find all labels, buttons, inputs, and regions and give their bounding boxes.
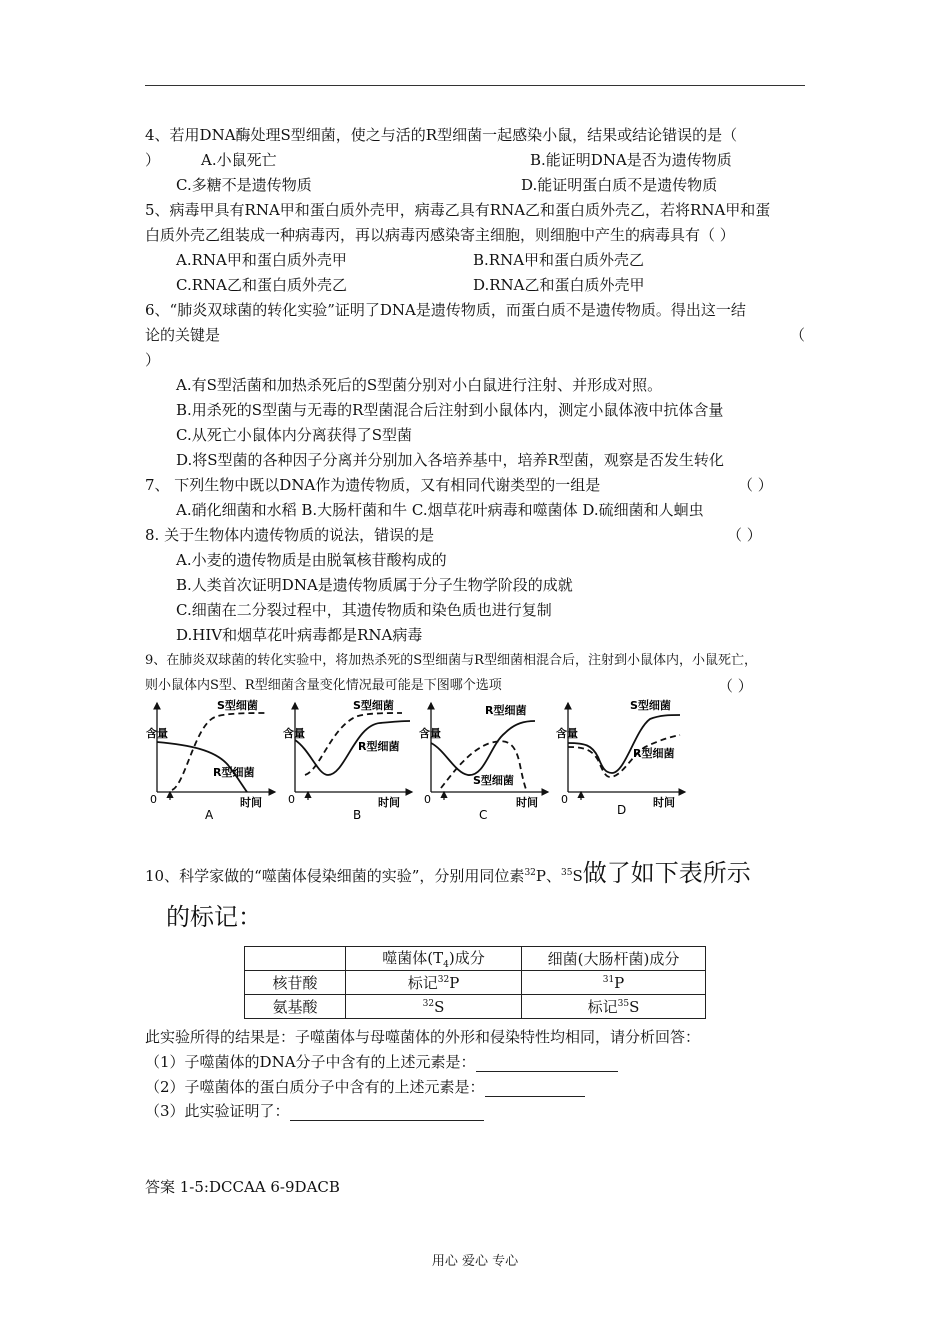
graph-a-r-label: R型细菌 — [213, 766, 255, 779]
q10-stem-text: 10、科学家做的“噬菌体侵染细菌的实验”，分别用同位素 — [145, 867, 525, 885]
cell-mass: 32 — [422, 998, 435, 1009]
q5-option-c: C.RNA乙和蛋白质外壳乙 — [176, 276, 347, 294]
q10-result: 此实验所得的结果是：子噬菌体与母噬菌体的外形和侵染特性均相同，请分析回答： — [145, 1028, 701, 1046]
q10-stem-big: 做了如下表所示 — [582, 859, 751, 887]
q6-option-d: D.将S型菌的各种因子分离并分别加入各培养基中，培养R型菌，观察是否发生转化 — [176, 451, 724, 469]
q6-stem-line2: 论的关键是 — [145, 326, 221, 344]
table-cell-phage-nucleotide — [346, 971, 522, 995]
cell-element: P — [614, 973, 625, 992]
q10-sub2 — [145, 1077, 585, 1097]
q10-sub3-text: （3）此实验证明了： — [145, 1102, 290, 1120]
graph-c-x-label: 时间 — [516, 796, 538, 809]
q6-stem-line1: 6、“肺炎双球菌的转化实验”证明了DNA是遗传物质，而蛋白质不是遗传物质。得出这一结 — [145, 301, 746, 319]
q5-stem-line1: 5、病毒甲具有RNA甲和蛋白质外壳甲，病毒乙具有RNA乙和蛋白质外壳乙，若将RNA甲和蛋 — [145, 201, 771, 219]
q6-option-b: B.用杀死的S型菌与无毒的R型菌混合后注射到小鼠体内，测定小鼠体液中抗体含量 — [176, 401, 724, 419]
q9-stem-line2: 则小鼠体内S型、R型细菌含量变化情况最可能是下图哪个选项 — [145, 678, 502, 693]
q5-option-d: D.RNA乙和蛋白质外壳甲 — [473, 276, 645, 294]
graph-b-r-label: R型细菌 — [358, 740, 400, 753]
graph-d-origin: 0 — [561, 793, 568, 806]
graph-c-origin: 0 — [424, 793, 431, 806]
graph-a-origin: 0 — [150, 793, 157, 806]
q9-graphs — [140, 695, 720, 825]
q8-option-a: A.小麦的遗传物质是由脱氧核苷酸构成的 — [176, 551, 447, 569]
cell-element: S — [434, 997, 445, 1016]
cell-mark-text: 标记 — [587, 998, 618, 1016]
q9-paren: （ ） — [718, 677, 753, 695]
q10-sub3-blank[interactable] — [290, 1104, 484, 1121]
graph-c-r-label: R型细菌 — [485, 704, 527, 717]
q8-option-b: B.人类首次证明DNA是遗传物质属于分子生物学阶段的成就 — [176, 576, 573, 594]
q5-option-b: B.RNA甲和蛋白质外壳乙 — [473, 251, 645, 269]
table-row — [245, 971, 706, 995]
q8-option-c: C.细菌在二分裂过程中，其遗传物质和染色质也进行复制 — [176, 601, 552, 619]
graph-d-x-label: 时间 — [653, 796, 675, 809]
graph-c-letter: C — [479, 808, 488, 822]
graph-a-letter: A — [205, 808, 214, 822]
q10-sub3 — [145, 1101, 484, 1121]
cell-element: S — [629, 998, 640, 1016]
table-corner — [245, 947, 346, 971]
q5-option-a: A.RNA甲和蛋白质外壳甲 — [176, 251, 347, 269]
q4-option-d: D.能证明蛋白质不是遗传物质 — [521, 176, 718, 194]
q10-sub2-blank[interactable] — [485, 1080, 585, 1097]
q9-stem-line1: 9、在肺炎双球菌的转化实验中，将加热杀死的S型细菌与R型细菌相混合后，注射到小鼠体内，小鼠死亡， — [145, 653, 757, 668]
q4-option-b: B.能证明DNA是否为遗传物质 — [530, 151, 732, 169]
q10-stem-line2: 的标记： — [166, 903, 262, 931]
cell-mass: 31 — [602, 974, 615, 985]
table-row — [245, 995, 706, 1019]
q8-option-d: D.HIV和烟草花叶病毒都是RNA病毒 — [176, 626, 423, 644]
graph-c — [419, 703, 548, 822]
q10-iso1: P、 — [535, 867, 561, 885]
graph-a — [146, 698, 275, 822]
table-row — [245, 947, 706, 971]
graph-d — [556, 698, 685, 817]
q4-option-c: C.多糖不是遗传物质 — [176, 176, 312, 194]
table-cell-phage-amino-acid — [346, 995, 522, 1019]
table-header-phage-text: 噬菌体(T — [382, 949, 444, 967]
answer-key: 答案 1-5:DCCAA 6-9DACB — [145, 1178, 340, 1196]
table-cell-bacteria-amino-acid — [522, 995, 706, 1019]
cell-mark-text: 标记 — [407, 974, 438, 992]
table-header-phage-end: )成分 — [448, 949, 485, 967]
q6-option-c: C.从死亡小鼠体内分离获得了S型菌 — [176, 426, 412, 444]
table-header-phage — [346, 947, 522, 971]
graph-b — [283, 698, 412, 822]
graph-a-y-label: 含量 — [146, 727, 168, 740]
graph-c-y-label: 含量 — [419, 727, 441, 740]
cell-mass: 32 — [437, 975, 450, 985]
q8-stem: 8. 关于生物体内遗传物质的说法，错误的是 — [145, 526, 435, 544]
graph-d-y-label: 含量 — [556, 727, 578, 740]
q10-iso2: S — [572, 867, 583, 885]
graph-b-x-label: 时间 — [378, 796, 400, 809]
header-rule — [145, 85, 805, 86]
page-footer: 用心 爱心 专心 — [431, 1254, 519, 1269]
table-row-label-nucleotide: 核苷酸 — [245, 971, 346, 995]
q10-iso2-mass: 35 — [560, 868, 573, 878]
table-header-bacteria: 细菌(大肠杆菌)成分 — [522, 947, 706, 971]
table-header-phage-sub: 4 — [443, 960, 449, 970]
q6-paren-close: ） — [145, 351, 161, 369]
graph-d-r-label: R型细菌 — [633, 747, 675, 760]
q7-paren: （ ） — [738, 476, 773, 494]
graph-a-x-label: 时间 — [240, 796, 262, 809]
graph-a-s-label: S型细菌 — [217, 699, 258, 712]
q5-stem-line2: 白质外壳乙组装成一种病毒丙，再以病毒丙感染寄主细胞，则细胞中产生的病毒具有（ ） — [145, 226, 735, 244]
q10-sub1-text: （1）子噬菌体的DNA分子中含有的上述元素是： — [145, 1053, 476, 1071]
table-row-label-amino-acid: 氨基酸 — [245, 995, 346, 1019]
graph-b-letter: B — [353, 808, 362, 822]
cell-element: P — [449, 974, 460, 992]
table-cell-bacteria-nucleotide — [522, 971, 706, 995]
graph-c-s-label: S型细菌 — [473, 774, 514, 787]
q8-paren: （ ） — [727, 526, 762, 544]
q4-paren-close: ） — [145, 151, 161, 169]
q10-stem — [145, 858, 751, 888]
graph-d-letter: D — [617, 803, 627, 817]
q6-option-a: A.有S型活菌和加热杀死后的S型菌分别对小白鼠进行注射、并形成对照。 — [176, 376, 663, 394]
q4-option-a: A.小鼠死亡 — [201, 151, 277, 169]
q10-table — [244, 946, 706, 1019]
q4-stem: 4、若用DNA酶处理S型细菌，使之与活的R型细菌一起感染小鼠，结果或结论错误的是（ — [145, 126, 738, 144]
graph-b-origin: 0 — [288, 793, 295, 806]
graph-d-s-label: S型细菌 — [630, 699, 671, 712]
q7-options: A.硝化细菌和水稻 B.大肠杆菌和牛 C.烟草花叶病毒和噬菌体 D.硫细菌和人蛔虫 — [176, 501, 704, 519]
q10-sub1-blank[interactable] — [476, 1055, 618, 1072]
q10-iso1-mass: 32 — [524, 868, 536, 878]
cell-mass: 35 — [617, 999, 630, 1009]
graph-b-s-label: S型细菌 — [353, 699, 394, 712]
q10-sub1 — [145, 1052, 618, 1072]
q6-paren-open: （ — [790, 326, 806, 344]
graph-b-y-label: 含量 — [283, 727, 305, 740]
q10-sub2-text: （2）子噬菌体的蛋白质分子中含有的上述元素是： — [145, 1078, 485, 1096]
q7-stem: 7、 下列生物中既以DNA作为遗传物质，又有相同代谢类型的一组是 — [145, 476, 601, 494]
